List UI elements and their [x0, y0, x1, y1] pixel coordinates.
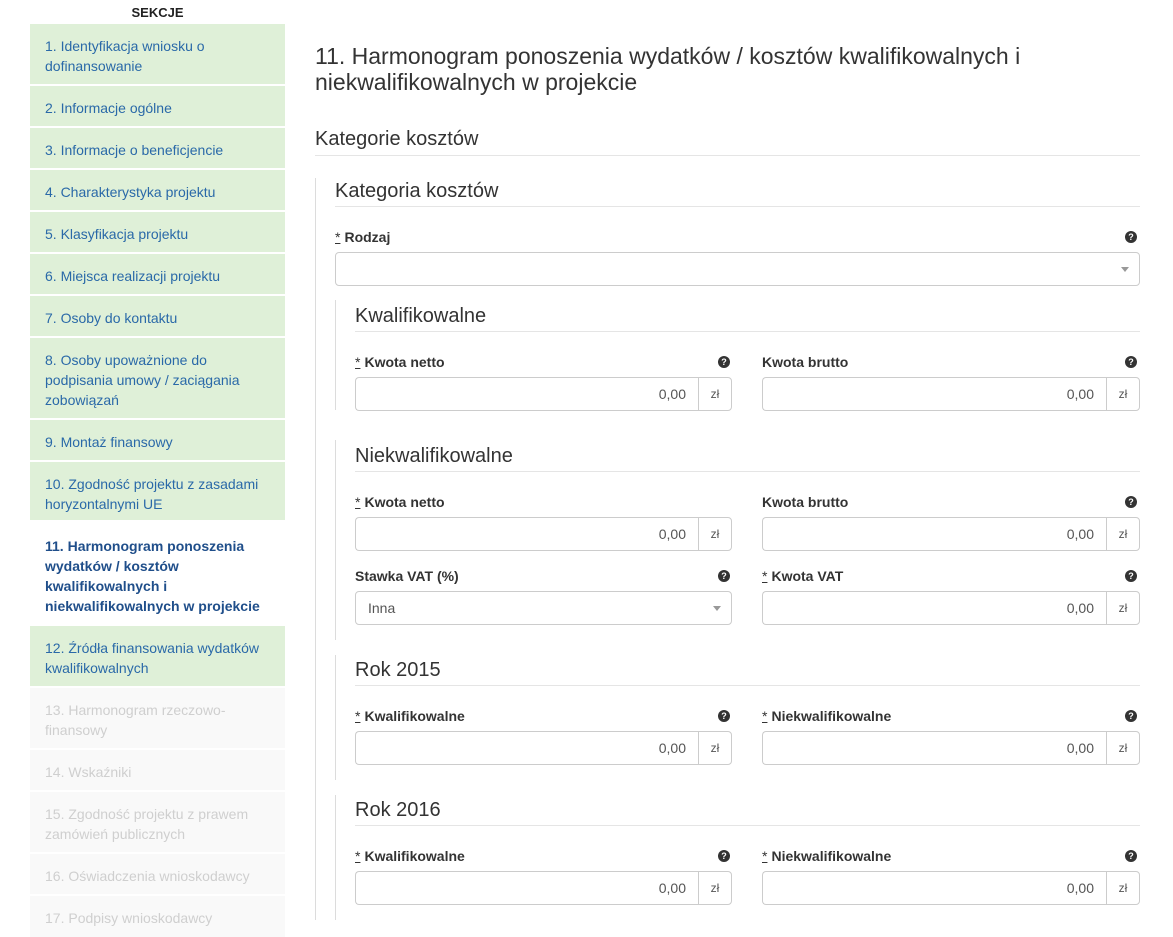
rodzaj-label-text: Rodzaj [344, 229, 391, 245]
vat-amount-label [762, 568, 843, 584]
kwal-netto-label [355, 354, 445, 370]
kwal-border [335, 300, 336, 410]
rok2015-nkw-field[interactable] [762, 731, 1140, 765]
niekwal-brutto-input[interactable]: 0,00 [762, 517, 1106, 551]
niekwal-brutto-label: Kwota brutto [762, 494, 849, 510]
sidebar-item-6[interactable]: 6. Miejsca realizacji projektu [30, 254, 285, 294]
help-icon[interactable]: ? [718, 356, 730, 368]
rok2015-divider [355, 685, 1140, 686]
sidebar-item-12[interactable]: 12. Źródła finansowania wydatków kwalifikowalnych [30, 626, 285, 686]
rok2016-nkw-label-text: Niekwalifikowalne [771, 848, 892, 864]
sidebar-item-1[interactable]: 1. Identyfikacja wniosku o dofinansowanie [30, 24, 285, 84]
niekwalifikowalne-title: Niekwalifikowalne [355, 445, 513, 467]
help-icon[interactable]: ? [1125, 850, 1137, 862]
kwal-brutto-input[interactable]: 0,00 [762, 377, 1106, 411]
required-mark: * [762, 568, 768, 584]
rodzaj-select[interactable] [335, 252, 1140, 286]
sidebar-item-7[interactable]: 7. Osoby do kontaktu [30, 296, 285, 336]
help-icon[interactable]: ? [1125, 710, 1137, 722]
kwal-netto-input[interactable]: 0,00 [355, 377, 698, 411]
rok2016-divider [355, 825, 1140, 826]
currency-addon: zł [698, 517, 732, 551]
kwal-brutto-field[interactable] [762, 377, 1140, 411]
help-icon[interactable]: ? [1125, 570, 1137, 582]
rok2016-kw-label [355, 848, 465, 864]
rok2015-kw-input[interactable]: 0,00 [355, 731, 698, 765]
currency-addon: zł [1106, 517, 1140, 551]
help-icon[interactable]: ? [718, 710, 730, 722]
vat-amount-label-text: Kwota VAT [771, 568, 844, 584]
sidebar-item-10[interactable]: 10. Zgodność projektu z zasadami horyzontalnymi UE [30, 462, 285, 520]
currency-addon: zł [698, 377, 732, 411]
sidebar-item-2[interactable]: 2. Informacje ogólne [30, 86, 285, 126]
niekwal-netto-label-text: Kwota netto [364, 494, 445, 510]
rok2015-nkw-label-text: Niekwalifikowalne [771, 708, 892, 724]
category-title: Kategoria kosztów [335, 180, 499, 202]
currency-addon: zł [1106, 377, 1140, 411]
currency-addon: zł [1106, 591, 1140, 625]
sidebar-item-14: 14. Wskaźniki [30, 750, 285, 790]
rok2015-kw-field[interactable] [355, 731, 732, 765]
currency-addon: zł [698, 871, 732, 905]
niekwal-border [335, 440, 336, 640]
required-mark: * [355, 354, 361, 370]
category-border [315, 178, 316, 920]
rok2015-kw-label-text: Kwalifikowalne [364, 708, 465, 724]
required-mark: * [355, 708, 361, 724]
required-mark: * [762, 708, 768, 724]
kwalifikowalne-title: Kwalifikowalne [355, 305, 487, 327]
required-mark: * [355, 848, 361, 864]
sidebar-item-13: 13. Harmonogram rzeczowo-finansowy [30, 688, 285, 748]
rok2015-kw-label [355, 708, 465, 724]
niekwal-divider [355, 471, 1140, 472]
niekwal-netto-label [355, 494, 445, 510]
vat-rate-label: Stawka VAT (%) [355, 568, 459, 584]
sidebar-item-8[interactable]: 8. Osoby upoważnione do podpisania umowy / zaciągania zobowiązań [30, 338, 285, 418]
rok2016-title: Rok 2016 [355, 799, 441, 821]
niekwal-brutto-field[interactable] [762, 517, 1140, 551]
required-mark: * [355, 494, 361, 510]
sidebar-item-4[interactable]: 4. Charakterystyka projektu [30, 170, 285, 210]
rok2016-border [335, 795, 336, 920]
required-mark: * [762, 848, 768, 864]
sidebar-item-17: 17. Podpisy wnioskodawcy [30, 896, 285, 937]
rok2016-nkw-field[interactable] [762, 871, 1140, 905]
vat-rate-select[interactable] [355, 591, 732, 625]
chevron-down-icon [713, 606, 721, 611]
rodzaj-label [335, 229, 390, 245]
chevron-down-icon [1121, 267, 1129, 272]
sections-sidebar [30, 0, 285, 937]
currency-addon: zł [1106, 731, 1140, 765]
rok2016-nkw-input[interactable]: 0,00 [762, 871, 1106, 905]
section-title: Kategorie kosztów [315, 128, 479, 150]
vat-amount-field[interactable] [762, 591, 1140, 625]
sidebar-item-16: 16. Oświadczenia wnioskodawcy [30, 854, 285, 894]
kwal-brutto-label: Kwota brutto [762, 354, 849, 370]
rok2015-nkw-input[interactable]: 0,00 [762, 731, 1106, 765]
vat-amount-input[interactable]: 0,00 [762, 591, 1106, 625]
currency-addon: zł [698, 731, 732, 765]
rok2015-nkw-label [762, 708, 891, 724]
rok2015-title: Rok 2015 [355, 659, 441, 681]
rok2016-kw-input[interactable]: 0,00 [355, 871, 698, 905]
section-divider [315, 155, 1140, 156]
page-title: 11. Harmonogram ponoszenia wydatków / kosztów kwalifikowalnych i niekwalifikowalnych w projekcie [315, 43, 1021, 95]
category-divider [335, 206, 1140, 207]
sidebar-item-3[interactable]: 3. Informacje o beneficjencie [30, 128, 285, 168]
sidebar-item-11-active[interactable]: 11. Harmonogram ponoszenia wydatków / kosztów kwalifikowalnych i niekwalifikowalnych w projekcie [30, 524, 285, 624]
vat-rate-value: Inna [368, 600, 396, 616]
sidebar-item-15: 15. Zgodność projektu z prawem zamówień publicznych [30, 792, 285, 852]
help-icon[interactable]: ? [718, 850, 730, 862]
kwal-netto-field[interactable] [355, 377, 732, 411]
rok2016-kw-label-text: Kwalifikowalne [364, 848, 465, 864]
niekwal-netto-input[interactable]: 0,00 [355, 517, 698, 551]
niekwal-netto-field[interactable] [355, 517, 732, 551]
sidebar-item-9[interactable]: 9. Montaż finansowy [30, 420, 285, 460]
help-icon[interactable]: ? [1125, 356, 1137, 368]
rok2016-kw-field[interactable] [355, 871, 732, 905]
kwal-netto-label-text: Kwota netto [364, 354, 445, 370]
rok2015-border [335, 655, 336, 780]
rok2016-nkw-label [762, 848, 891, 864]
required-mark: * [335, 229, 341, 245]
sidebar-item-5[interactable]: 5. Klasyfikacja projektu [30, 212, 285, 252]
help-icon[interactable]: ? [1125, 231, 1137, 243]
kwal-divider [355, 331, 1140, 332]
currency-addon: zł [1106, 871, 1140, 905]
help-icon[interactable]: ? [1125, 496, 1137, 508]
sidebar-title: SEKCJE [131, 5, 184, 20]
help-icon[interactable]: ? [718, 570, 730, 582]
